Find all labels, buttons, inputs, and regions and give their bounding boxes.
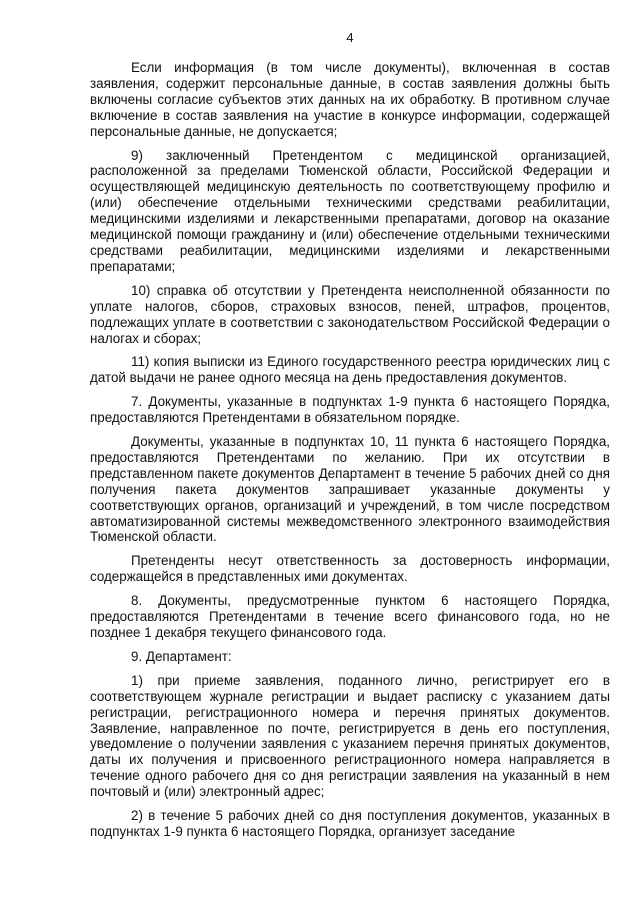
paragraph-personal-data-consent: Если информация (в том числе документы), включенная в состав заявления, содержит персональные данные, в состав заявления должны быть включены согласие субъектов этих данных на их обработку. В противном случае включение в состав заявления на участие в конкурсе информации, содержащей персональные данные, не допускается; <box>90 60 610 139</box>
document-body <box>90 60 610 848</box>
document-page <box>90 0 610 905</box>
paragraph-optional-documents: Документы, указанные в подпунктах 10, 11 пункта 6 настоящего Порядка, предоставляются Претендентами по желанию. При их отсутствии в представленном пакете документов Департамент в течение 5 рабочих дней со дня получения пакета документов запрашивает указанные документы у соответствующих органов, организаций и учреждений, в том числе посредством автоматизированной системы межведомственного электронного взаимодействия Тюменской области. <box>90 434 610 545</box>
paragraph-clause-8: 8. Документы, предусмотренные пунктом 6 настоящего Порядка, предоставляются Претендентами в течение всего финансового года, но не позднее 1 декабря текущего финансового года. <box>90 593 610 640</box>
paragraph-clause-9-item-1: 1) при приеме заявления, поданного лично, регистрирует его в соответствующем журнале регистрации и выдает расписку с указанием даты регистрации, регистрационного номера и перечня принятых документов. Заявление, направленное по почте, регистрируется в день его поступления, уведомление о получении заявления с указанием перечня принятых документов, даты их получения и присвоенного регистрационного номера направляется в течение одного рабочего дня со дня регистрации заявления на указанный в нем почтовый и (или) электронный адрес; <box>90 672 610 800</box>
paragraph-clause-9-item-2: 2) в течение 5 рабочих дней со дня поступления документов, указанных в подпунктах 1-9 пункта 6 настоящего Порядка, организует заседание <box>90 808 610 839</box>
paragraph-clause-9-heading: 9. Департамент: <box>131 648 232 664</box>
paragraph-item-11-registry-extract: 11) копия выписки из Единого государственного реестра юридических лиц с датой выдачи не ранее одного месяца на день предоставления документов. <box>90 354 610 386</box>
paragraph-item-10-tax-certificate: 10) справка об отсутствии у Претендента неисполненной обязанности по уплате налогов, сборов, страховых взносов, пеней, штрафов, процентов, подлежащих уплате в соответствии с законодательством Российской Федерации о налогах и сборах; <box>90 282 610 346</box>
paragraph-item-9-contract: 9) заключенный Претендентом с медицинской организацией, расположенной за пределами Тюменской области, Российской Федерации и осуществляющей медицинскую деятельность по соответствующему профилю и (или) обеспечение отдельными техническими средствами реабилитации, медицинскими изделиями и лекарственными препаратами, договор на оказание медицинской помощи гражданину и (или) обеспечение отдельными техническими средствами реабилитации, медицинскими изделиями и лекарственными препаратами; <box>90 147 610 274</box>
paragraph-responsibility: Претенденты несут ответственность за достоверность информации, содержащейся в представленных ими документах. <box>90 553 610 585</box>
page-number: 4 <box>346 30 354 45</box>
paragraph-clause-7: 7. Документы, указанные в подпунктах 1-9 пункта 6 настоящего Порядка, предоставляются Претендентами в обязательном порядке. <box>90 394 610 426</box>
